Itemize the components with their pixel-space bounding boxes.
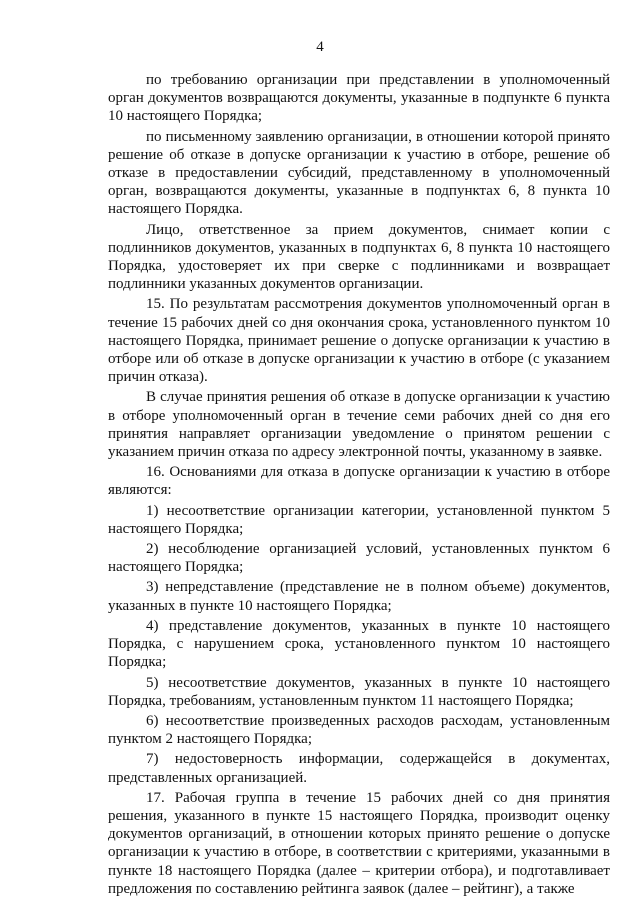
list-item: 1) несоответствие организации категории, установленной пунктом 5 настоящего Порядка;	[108, 502, 610, 537]
list-item: 6) несоответствие произведенных расходов расходам, установленным пунктом 2 настоящего Порядка;	[108, 712, 610, 748]
paragraph-item-17: 17. Рабочая группа в течение 15 рабочих дней со дня принятия решения, указанного в пункте 15 настоящего Порядка, производит оценку документов организаций, в отношении которых принято решение о допуске организации к участию в отборе, в соответствии с критериями, указанными в пункте 18 настоящего Порядка (далее – критерии отбора), и подготавливает предложения по составлению рейтинга заявок (далее – рейтинг), а также	[108, 789, 610, 897]
list-item: 7) недостоверность информации, содержащейся в документах, представленных организацией.	[108, 751, 610, 786]
paragraph: по требованию организации при представлении в уполномоченный орган документов возвращаются документы, указанные в подпункте 6 пункта 10 настоящего Порядка;	[108, 72, 610, 125]
list-item: 2) несоблюдение организацией условий, установленных пунктом 6 настоящего Порядка;	[108, 541, 610, 576]
list-item: 5) несоответствие документов, указанных в пункте 10 настоящего Порядка, требованиям, установленным пунктом 11 настоящего Порядка;	[108, 674, 610, 709]
page-number: 4	[316, 39, 324, 55]
paragraph: В случае принятия решения об отказе в допуске организации к участию в отборе уполномоченный орган в течение семи рабочих дней со дня его принятия направляет организации уведомление о принятом решении с указанием причин отказа по адресу электронной почты, указанному в заявке.	[108, 389, 610, 461]
paragraph-item-16: 16. Основаниями для отказа в допуске организации к участию в отборе являются:	[108, 464, 610, 499]
document-body	[108, 71, 610, 900]
paragraph-item-15: 15. По результатам рассмотрения документов уполномоченный орган в течение 15 рабочих дней со дня окончания срока, установленного пунктом 10 настоящего Порядка, принимает решение о допуске организации к участию в отборе или об отказе в допуске организации к участию в отборе (с указанием причин отказа).	[108, 296, 610, 386]
list-item: 3) непредставление (представление не в полном объеме) документов, указанных в пункте 10 настоящего Порядка;	[108, 579, 610, 614]
paragraph: по письменному заявлению организации, в отношении которой принято решение об отказе в допуске организации к участию в отборе, решение об отказе в предоставлении субсидий, представленному в уполномоченный орган, возвращаются документы, указанные в подпунктах 6, 8 пункта 10 настоящего Порядка.	[108, 128, 610, 218]
list-item: 4) представление документов, указанных в пункте 10 настоящего Порядка, с нарушением срока, установленного пунктом 10 настоящего Порядка;	[108, 617, 610, 671]
paragraph: Лицо, ответственное за прием документов, снимает копии с подлинников документов, указанных в подпунктах 6, 8 пункта 10 настоящего Порядка, удостоверяет их при сверке с подлинниками и возвращает подлинники указанных документов организации.	[108, 221, 610, 293]
